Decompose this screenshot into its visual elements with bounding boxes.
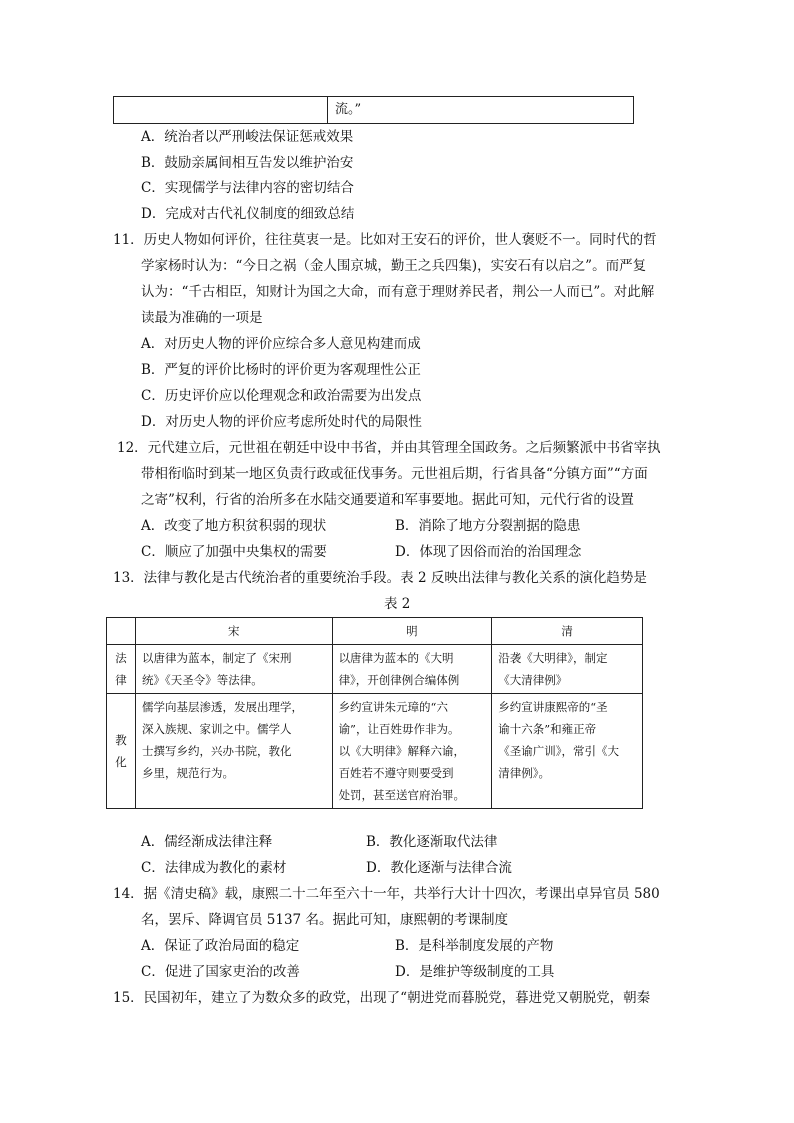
table-cell xyxy=(135,645,332,694)
q14-option-c: C．促进了国家吏治的改善 xyxy=(141,964,300,980)
cell-line: 清律例》。 xyxy=(498,766,551,780)
q11-stem-line: 11．历史人物如何评价，往往莫衷一是。比如对王安石的评价，世人褒贬不一。同时代的哲 xyxy=(113,232,657,248)
q13-option-d: D．教化逐渐与法律合流 xyxy=(366,860,512,876)
table-cell xyxy=(492,645,643,694)
q10-option-a: A．统治者以严刑峻法保证惩戒效果 xyxy=(141,129,354,145)
table-header-song: 宋 xyxy=(135,618,332,645)
q15-stem-line: 15．民国初年，建立了为数众多的政党，出现了“朝进党而暮脱党，暮进党又朝脱党，朝秦 xyxy=(113,990,651,1006)
cell-line: 百姓若不遵守则要受到 xyxy=(338,766,454,780)
cell-line: 谕十六条”和雍正帝 xyxy=(498,722,597,736)
table-cell xyxy=(332,694,492,809)
cell-line: 乡里，规范行为。 xyxy=(141,766,234,780)
law-education-table xyxy=(106,617,643,809)
q11-stem-line: 认为：“千古相臣，知财计为国之大命，而有意于理财养民者，荆公一人而已”。对此解 xyxy=(141,284,655,300)
q14-stem-line: 14．据《清史稿》载，康熙二十二年至六十一年，共举行大计十四次，考课出卓异官员 580 xyxy=(113,886,660,902)
q13-option-c: C．法律成为教化的素材 xyxy=(141,860,287,876)
q12-stem-line: 带相衔临时到某一地区负责行政或征伐事务。元世祖后期，行省具备“分镇方面”“方面 xyxy=(141,466,648,482)
table-cell xyxy=(492,694,643,809)
q12-stem-line: 之寄”权利，行省的治所多在水陆交通要道和军事要地。据此可知，元代行省的设置 xyxy=(141,492,634,508)
table-row-education xyxy=(107,694,643,809)
cell-line: 深入族规、家训之中。儒学人 xyxy=(141,722,292,736)
cell-line: 乡约宣讲朱元璋的“六 xyxy=(338,700,448,714)
table-header-qing: 清 xyxy=(492,618,643,645)
q11-stem-line: 读最为准确的一项是 xyxy=(141,310,263,326)
q11-stem-line: 学家杨时认为：“今日之祸（金人围京城，勤王之兵四集)，实安石有以启之”。而严复 xyxy=(141,258,647,274)
cell-line: 以唐律为蓝本，制定了《宋刑 xyxy=(141,651,292,665)
q10-option-d: D．完成对古代礼仪制度的细致总结 xyxy=(141,206,355,222)
row-label-char: 法 xyxy=(115,651,127,665)
table-header-row xyxy=(107,618,643,645)
q14-option-a: A．保证了政治局面的稳定 xyxy=(141,938,300,954)
table-header-ming: 明 xyxy=(332,618,492,645)
cell-line: 乡约宣讲康熙帝的“圣 xyxy=(498,700,608,714)
q11-option-a: A．对历史人物的评价应综合多人意见构建而成 xyxy=(141,336,421,352)
cell-line: 以唐律为蓝本的《大明 xyxy=(338,651,454,665)
cell-line: 律》，开创律例合编体例 xyxy=(338,673,460,687)
cell-line: 处罚，甚至送官府治罪。 xyxy=(338,788,466,802)
table-header-cell xyxy=(107,618,136,645)
q10-option-c: C．实现儒学与法律内容的密切结合 xyxy=(141,180,354,196)
row-label-char: 教 xyxy=(115,733,127,747)
q13-stem-line: 13．法律与教化是古代统治者的重要统治手段。表 2 反映出法律与教化关系的演化趋势是 xyxy=(113,570,647,586)
q10-option-b: B．鼓励亲属间相互告发以维护治安 xyxy=(141,155,354,171)
top-table xyxy=(113,96,634,124)
cell-line: 以《大明律》解释六谕， xyxy=(338,744,466,758)
q12-option-a: A．改变了地方积贫积弱的现状 xyxy=(141,518,327,534)
q11-option-b: B．严复的评价比杨时的评价更为客观理性公正 xyxy=(141,362,421,378)
cell-line: 谕”，让百姓毋作非为。 xyxy=(338,722,460,736)
table-cell xyxy=(332,645,492,694)
cell-line: 士撰写乡约，兴办书院，教化 xyxy=(141,744,292,758)
cell-line: 沿袭《大明律》，制定 xyxy=(498,651,608,665)
cell-line: 《圣谕广训》，常引《大 xyxy=(498,744,620,758)
q13-option-a: A．儒经渐成法律注释 xyxy=(141,834,273,850)
q12-stem-line: 12．元代建立后，元世祖在朝廷中设中书省，并由其管理全国政务。之后频繁派中书省宰执 xyxy=(117,440,661,456)
q13-option-b: B．教化逐渐取代法律 xyxy=(366,834,498,850)
cell-line: 《大清律例》 xyxy=(498,673,568,687)
row-label-char: 律 xyxy=(115,673,127,687)
q14-stem-line: 名，罢斥、降调官员 5137 名。据此可知，康熙朝的考课制度 xyxy=(141,912,508,928)
table-title: 表 2 xyxy=(384,596,411,612)
row-label-law xyxy=(107,645,136,694)
cell-line: 统》《天圣令》等法律。 xyxy=(141,673,263,687)
table-row-law xyxy=(107,645,643,694)
q12-option-b: B．消除了地方分裂割据的隐患 xyxy=(395,518,581,534)
row-label-char: 化 xyxy=(115,755,127,769)
q11-option-d: D．对历史人物的评价应考虑所处时代的局限性 xyxy=(141,414,422,430)
q12-option-c: C．顺应了加强中央集权的需要 xyxy=(141,544,327,560)
table-cell xyxy=(135,694,332,809)
top-table-cell: 流。” xyxy=(335,102,362,117)
q11-option-c: C．历史评价应以伦理观念和政治需要为出发点 xyxy=(141,388,422,404)
q12-option-d: D．体现了因俗而治的治国理念 xyxy=(395,544,582,560)
cell-line: 儒学向基层渗透，发展出理学， xyxy=(141,700,303,714)
q14-option-d: D．是维护等级制度的工具 xyxy=(395,964,555,980)
top-table-divider xyxy=(327,97,328,123)
q14-option-b: B．是科举制度发展的产物 xyxy=(395,938,554,954)
row-label-education xyxy=(107,694,136,809)
